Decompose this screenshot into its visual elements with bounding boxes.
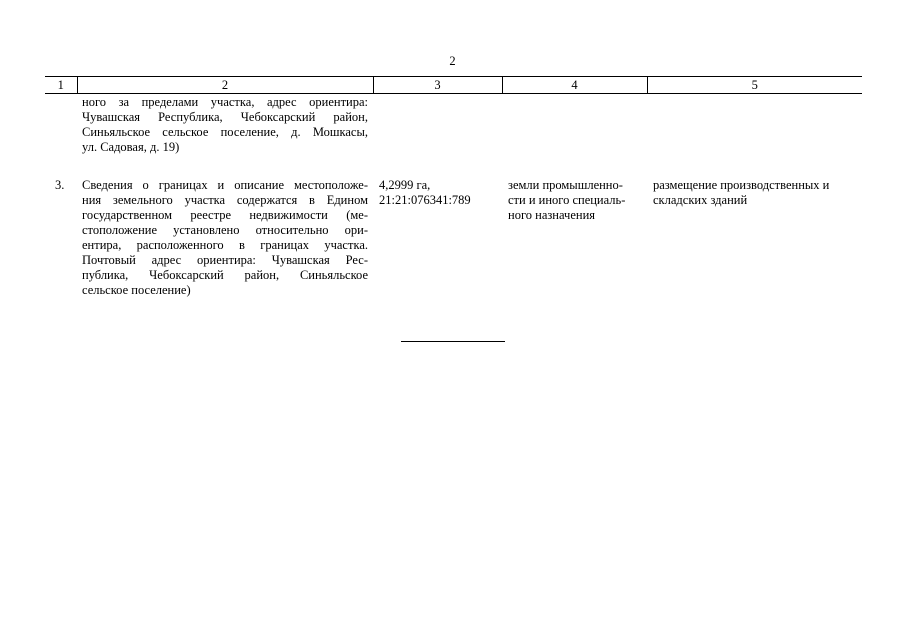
- column-number-header-row: [45, 77, 862, 94]
- permitted-use-cell: [647, 94, 862, 156]
- description-line: стоположение установлено относительно ори-: [82, 223, 368, 237]
- description-cell: [77, 155, 373, 298]
- description-line: Чувашская Республика, Чебоксарский район,: [82, 110, 368, 124]
- row-number-cell: 3.: [55, 178, 65, 192]
- description-line: Почтовый адрес ориентира: Чувашская Рес-: [82, 253, 368, 267]
- land-plots-table: [45, 76, 862, 298]
- usage-line: размещение производственных и: [653, 178, 830, 192]
- land-category-cell: [502, 155, 647, 298]
- area-cell: [373, 94, 502, 156]
- cadastral-number: 21:21:076341:789: [379, 193, 471, 207]
- land-category-cell: [502, 94, 647, 156]
- description-cell: [77, 94, 373, 156]
- table-row-3: [45, 155, 862, 298]
- description-line: ул. Садовая, д. 19): [82, 140, 180, 154]
- area-line: 4,2999 га,: [379, 178, 431, 192]
- usage-line: складских зданий: [653, 193, 748, 207]
- column-header-3: 3: [373, 77, 502, 94]
- end-of-document-rule: [401, 341, 505, 342]
- row-number-cell: [45, 94, 77, 156]
- description-line: ентира, расположенного в границах участка.: [82, 238, 368, 252]
- description-line: сельское поселение): [82, 283, 191, 297]
- description-line: Синьяльское сельское поселение, д. Мошкасы,: [82, 125, 368, 139]
- page-number: 2: [449, 54, 456, 68]
- table-row-continuation: [45, 94, 862, 156]
- column-header-2: 2: [77, 77, 373, 94]
- column-header-1: 1: [45, 77, 77, 94]
- description-line: ния земельного участка содержатся в Едином: [82, 193, 368, 207]
- description-line: ного за пределами участка, адрес ориентира:: [82, 95, 368, 109]
- column-header-4: 4: [502, 77, 647, 94]
- permitted-use-cell: [647, 155, 862, 298]
- category-line: земли промышленно-: [508, 178, 623, 192]
- description-line: публика, Чебоксарский район, Синьяльское: [82, 268, 368, 282]
- area-cell: [373, 155, 502, 298]
- description-line: государственном реестре недвижимости (ме-: [82, 208, 368, 222]
- category-line: ного назначения: [508, 208, 596, 222]
- description-line: Сведения о границах и описание местоположе-: [82, 178, 368, 192]
- column-header-5: 5: [647, 77, 862, 94]
- category-line: сти и иного специаль-: [508, 193, 626, 207]
